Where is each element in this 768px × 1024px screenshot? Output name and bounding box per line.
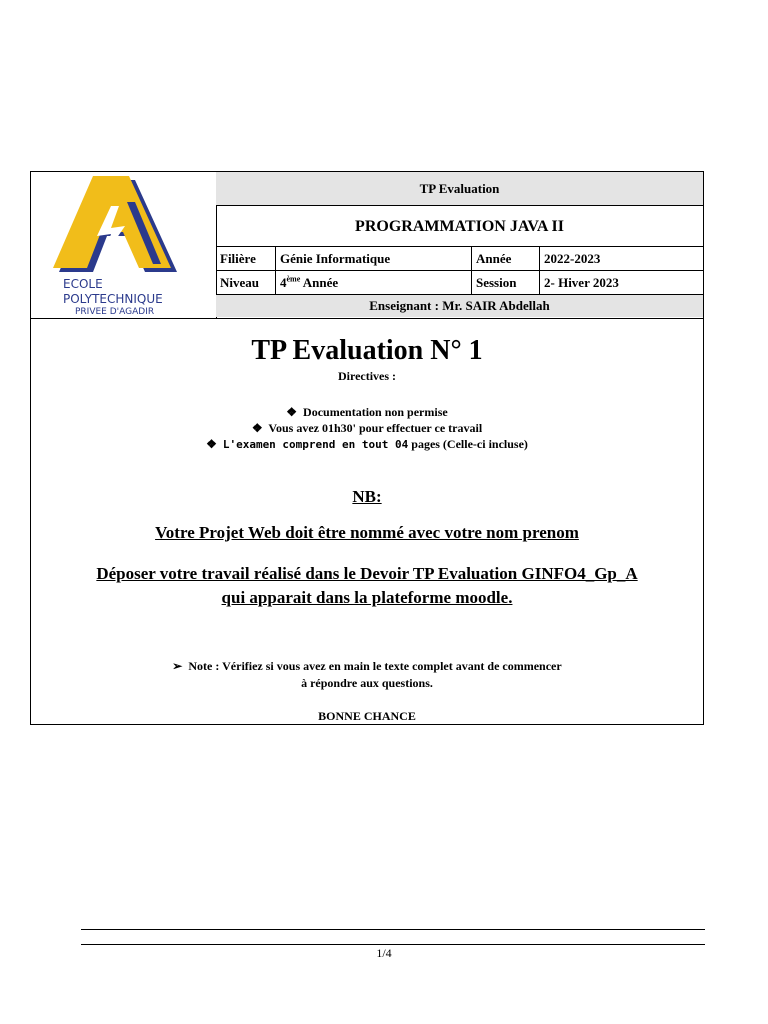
annee-value: 2022-2023 [544,251,601,266]
filiere-label: Filière [216,247,276,271]
closing-text: BONNE CHANCE [318,709,416,723]
list-item: ❖ L'examen comprend en tout 04 pages (Celle-ci incluse) [206,437,528,451]
row-filiere [216,247,703,271]
cover-frame [30,171,704,725]
page-title: TP Evaluation N° 1 [251,335,483,366]
diamond-bullet-icon: ❖ [251,421,263,435]
session-value: 2- Hiver 2023 [544,275,619,290]
logo-graphic [31,172,216,318]
directives-label: Directives : [337,369,397,383]
course-title: PROGRAMMATION JAVA II [216,206,703,247]
list-item: ❖ Vous avez 01h30' pour effectuer ce travail [251,421,483,435]
filiere-value: Génie Informatique [276,247,472,271]
logo-text-3: PRIVEE D'AGADIR [75,307,155,317]
instruction-2: Déposer votre travail réalisé dans le Devoir TP Evaluation GINFO4_Gp_A qui apparait dans la plateforme moodle. [96,564,638,607]
footer-rule-bottom [81,944,705,945]
header-top-label: TP Evaluation [216,172,703,206]
diamond-bullet-icon: ❖ [206,437,217,451]
row-niveau [216,271,703,295]
note: ➢ Note : Vérifiez si vous avez en main le texte complet avant de commencer à répondre aux questions. [172,659,562,690]
divider [31,318,703,319]
instruction-1: Votre Projet Web doit être nommé avec votre nom prenom [155,523,579,542]
arrow-bullet-icon: ➢ [172,659,183,673]
logo-text-2: POLYTECHNIQUE [63,292,163,306]
session-label: Session [472,271,540,295]
page-number: 1/4 [376,946,392,960]
header-table [216,172,703,318]
footer-rule-top [81,929,705,930]
logo-text-1: ECOLE [63,277,103,291]
annee-label: Année [472,247,540,271]
niveau-value: 4ème Année [276,271,472,295]
nb-heading: NB: [352,487,382,506]
directives-list [31,404,703,453]
teacher-row: Enseignant : Mr. SAIR Abdellah [216,295,703,317]
diamond-bullet-icon: ❖ [286,405,298,419]
school-logo [31,172,217,318]
list-item: ❖ Documentation non permise [286,405,448,419]
niveau-label: Niveau [216,271,276,295]
